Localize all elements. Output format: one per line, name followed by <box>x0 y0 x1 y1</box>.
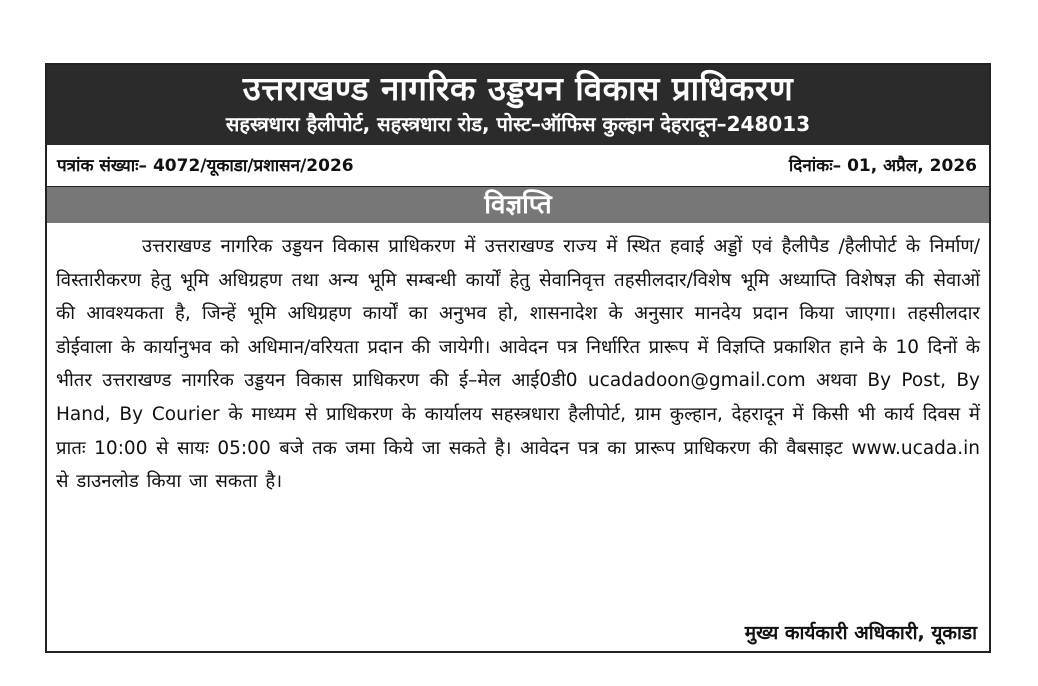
subject-band <box>47 187 989 223</box>
notice-body: उत्तराखण्ड नागरिक उड्डयन विकास प्राधिकरण में उत्तराखण्ड राज्य में स्थित हवाई अड्डों एवं हैलीपैड /हैलीपोर्ट के निर्माण/विस्तारीकरण हेतु भूमि अधिग्रहण तथा अन्य भूमि सम्बन्धी कार्यों हेतु सेवानिवृत्त तहसीलदार/विशेष भूमि अध्याप्ति विशेषज्ञ की सेवाओं की आवश्यकता है, जिन्हें भूमि अधिग्रहण कार्यों का अनुभव हो, शासनादेश के अनुसार मानदेय प्रदान किया जाएगा। तहसीलदार डोईवाला के कार्यानुभव को अधिमान/वरियता प्रदान की जायेगी। आवेदन पत्र निर्धारित प्रारूप में विज्ञप्ति प्रकाशित हाने के 10 दिनों के भीतर उत्तराखण्ड नागरिक उड्डयन विकास प्राधिकरण की ई–मेल आई0डी0 ucadadoon@gmail.com अथवा By Post, By Hand, By Courier के माध्यम से प्राधिकरण के कार्यालय सहस्त्रधारा हैलीपोर्ट, ग्राम कुल्हान, देहरादून में किसी भी कार्य दिवस में प्रातः 10:00 से सायः 05:00 बजे तक जमा किये जा सकते है। आवेदन पत्र का प्रारूप प्राधिकरण की वैबसाइट www.ucada.in से डाउनलोड किया जा सकता है। <box>56 236 980 493</box>
authority-address: सहस्त्रधारा हैलीपोर्ट, सहस्त्रधारा रोड, पोस्ट–ऑफिस कुल्हान देहरादून–248013 <box>225 112 811 136</box>
letter-date: दिनांकः– 01, अप्रैल, 2026 <box>788 156 977 176</box>
notice-box <box>45 63 991 653</box>
header-band <box>47 65 989 145</box>
authority-title: उत्तराखण्ड नागरिक उड्डयन विकास प्राधिकरण <box>242 69 794 108</box>
notice-subject: विज्ञप्ति <box>484 190 552 220</box>
signatory: मुख्य कार्यकारी अधिकारी, यूकाडा <box>744 622 977 644</box>
reference-row <box>47 145 989 187</box>
letter-number: पत्रांक संख्याः– 4072/यूकाडा/प्रशासन/2026 <box>57 156 354 176</box>
